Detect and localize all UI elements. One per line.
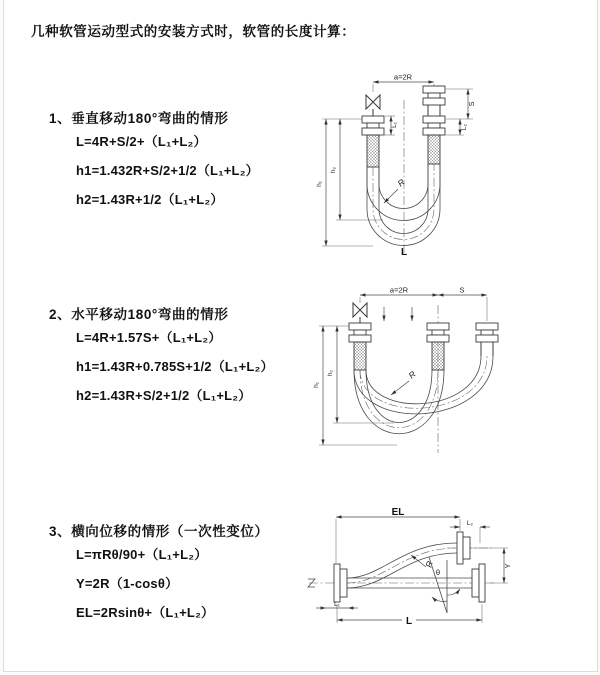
dimension-stroke [446, 89, 476, 119]
left-braided-hose [367, 135, 379, 167]
h2-label: h₂ [327, 369, 334, 377]
section-1-formula-h2: h2=1.43R+1/2（L₁+L₂） [76, 192, 224, 207]
l1-label: L₁ [391, 122, 398, 128]
section-2-formula-L: L=4R+1.57S+（L₁+L₂） [76, 330, 222, 345]
left-flange [334, 564, 347, 602]
section-2-formula-h1: h1=1.43R+0.785S+1/2（L₁+L₂） [76, 359, 274, 374]
valve-icon [366, 95, 380, 116]
y-label: Y [503, 563, 512, 569]
radius-label: R [406, 368, 418, 381]
section-2 [49, 303, 274, 410]
right-flange [476, 323, 498, 356]
stroke-label: S [459, 285, 465, 295]
document-page [3, 0, 598, 672]
section-3-heading: 3、横向位移的情形（一次性变位） [49, 524, 269, 539]
left-braided-hose [354, 342, 366, 370]
section-3 [49, 520, 269, 627]
el-label: EL [391, 507, 405, 518]
section-3-formula-L: L=πRθ/90+（L₁+L₂） [76, 547, 208, 562]
radius-label: R [423, 559, 435, 569]
section-3-formula-EL: EL=2Rsinθ+（L₁+L₂） [76, 605, 215, 620]
length-label: L [400, 247, 408, 257]
lower-right-flange [472, 564, 485, 602]
dimension-l1 [316, 601, 358, 608]
right-braided-hose [428, 135, 440, 164]
dimension-l2 [446, 119, 468, 135]
h1-label: h₁ [316, 181, 323, 187]
dimension-stroke [438, 286, 487, 296]
middle-braided-hose [432, 342, 444, 370]
l2-label: L₂ [466, 520, 474, 527]
section-1-formula-h1: h1=1.432R+S/2+1/2（L₁+L₂） [76, 163, 259, 178]
valve-icon [353, 303, 367, 323]
right-flange-upper [423, 86, 445, 105]
left-flange [362, 116, 384, 135]
diagram-horizontal-u-bend [309, 283, 594, 463]
span-label: a=2R [393, 72, 413, 82]
h1-label: h₁ [313, 382, 320, 388]
hose-arcs [354, 356, 493, 434]
section-3-formula-Y: Y=2R（1-cosθ） [76, 576, 179, 591]
dimension-length [337, 604, 482, 627]
hose-arcs [367, 164, 440, 245]
diagram-vertical-u-bend [311, 72, 581, 257]
l1-label: L₁ [334, 601, 340, 608]
radius-label: R [395, 176, 407, 189]
radius-callout [391, 369, 418, 395]
length-label: L [405, 616, 413, 627]
stroke-label: S [467, 101, 476, 107]
section-1 [49, 107, 259, 214]
dimension-span [360, 286, 487, 322]
span-label: a=2R [389, 285, 409, 295]
section-1-formula-L: L=4R+S/2+（L₁+L₂） [76, 134, 207, 149]
upper-right-flange [457, 532, 470, 564]
left-flange [349, 323, 371, 342]
right-flange-lower [423, 116, 445, 135]
theta-label: θ [435, 568, 441, 577]
l2-label: L₂ [461, 123, 468, 131]
s-curve-hose [347, 543, 457, 588]
page-title: 几种软管运动型式的安装方式时，软管的长度计算： [31, 24, 356, 39]
section-2-formula-h2: h2=1.43R+S/2+1/2（L₁+L₂） [76, 388, 252, 403]
radius-callout [384, 177, 407, 203]
diagram-lateral-offset [304, 505, 596, 633]
h2-label: h₂ [330, 166, 337, 174]
dimension-el [336, 507, 460, 563]
section-2-heading: 2、水平移动180°弯曲的情形 [49, 307, 229, 322]
section-1-heading: 1、垂直移动180°弯曲的情形 [49, 111, 229, 126]
middle-flange [427, 323, 449, 342]
dimension-h1 [316, 119, 373, 246]
